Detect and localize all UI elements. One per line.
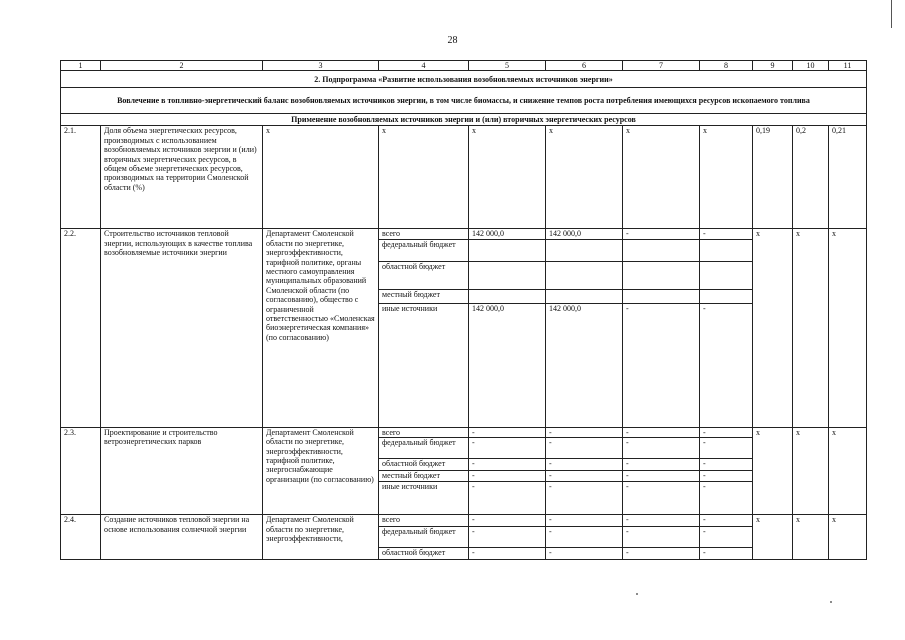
row-number: 2.4. [61,515,101,560]
row-executor: Департамент Смоленской области по энергетике, энергоэффективности, тарифной политике, энергоснабжающие организации (по согласованию) [263,427,379,514]
value-col-8: - [700,459,753,471]
column-number: 3 [263,61,379,71]
value-col-8: x [700,126,753,229]
value-col-8 [700,289,753,303]
value-col-7 [623,261,700,289]
value-col-10: x [793,515,829,560]
value-col-7: - [623,482,700,515]
source-label: всего [379,515,469,527]
value-col-5: - [469,459,546,471]
row-executor: x [263,126,379,229]
section-title-row [61,71,867,88]
value-col-6: x [546,126,623,229]
source-label: федеральный бюджет [379,438,469,459]
value-col-6 [546,289,623,303]
value-col-8 [700,239,753,261]
value-col-6 [546,261,623,289]
value-col-7: - [623,548,700,560]
value-col-7 [623,289,700,303]
value-col-5: x [469,126,546,229]
value-col-8: - [700,482,753,515]
column-number: 6 [546,61,623,71]
value-col-8: - [700,303,753,427]
value-col-8 [700,261,753,289]
value-col-11: 0,21 [829,126,867,229]
value-col-7: x [623,126,700,229]
source-label: иные источники [379,303,469,427]
value-col-5: - [469,548,546,560]
value-col-7: - [623,438,700,459]
source-label: всего [379,229,469,239]
value-col-11: x [829,229,867,427]
section-title: 2. Подпрограмма «Развитие использования возобновляемых источников энергии» [61,71,867,88]
value-col-7: - [623,229,700,239]
column-number: 9 [753,61,793,71]
value-col-10: x [793,427,829,514]
column-number-row [61,61,867,71]
value-col-8: - [700,229,753,239]
value-col-8: - [700,438,753,459]
column-number: 7 [623,61,700,71]
value-col-5: - [469,527,546,548]
value-col-5: - [469,482,546,515]
value-col-5: - [469,438,546,459]
value-col-6: - [546,427,623,437]
value-col-7: - [623,527,700,548]
value-col-5 [469,261,546,289]
row-name: Проектирование и строительство ветроэнергетических парков [101,427,263,514]
task-title: Применение возобновляемых источников энергии и (или) вторичных энергетических ресурсов [61,114,867,126]
value-col-6: - [546,471,623,482]
value-col-6: - [546,459,623,471]
source-label: федеральный бюджет [379,527,469,548]
row-executor: Департамент Смоленской области по энергетике, энергоэффективности, [263,515,379,560]
value-col-8: - [700,548,753,560]
value-col-5: - [469,515,546,527]
column-number: 11 [829,61,867,71]
program-table [60,60,867,560]
value-col-8: - [700,471,753,482]
column-number: 10 [793,61,829,71]
value-col-7 [623,239,700,261]
value-col-7: - [623,303,700,427]
value-col-6: - [546,482,623,515]
row-name: Создание источников тепловой энергии на основе использования солнечной энергии [101,515,263,560]
table-row [61,229,867,239]
table-row [61,515,867,527]
value-col-8: - [700,427,753,437]
value-col-10: 0,2 [793,126,829,229]
row-number: 2.3. [61,427,101,514]
value-col-11: x [829,427,867,514]
column-number: 8 [700,61,753,71]
scan-speck [636,593,638,595]
value-col-9: x [753,515,793,560]
value-col-6: 142 000,0 [546,303,623,427]
row-executor: Департамент Смоленской области по энергетике, энергоэффективности, тарифной политике, органы местного самоуправления муниципальных образований Смоленской области (по согласованию), общество с ограниченной ответственностью «Смоленская биоэнергетическая компания» (по согласованию) [263,229,379,427]
value-col-7: - [623,459,700,471]
value-col-5: 142 000,0 [469,303,546,427]
value-col-5: 142 000,0 [469,229,546,239]
source-label: всего [379,427,469,437]
row-number: 2.1. [61,126,101,229]
scan-margin-line [891,0,892,28]
source-label: местный бюджет [379,289,469,303]
value-col-5 [469,289,546,303]
source-label: иные источники [379,482,469,515]
row-name: Доля объема энергетических ресурсов, производимых с использованием возобновляемых источников энергии и (или) вторичных энергетических ресурсов, в общем объеме энергетических ресурсов, производимых на территории Смоленской области (%) [101,126,263,229]
row-source: x [379,126,469,229]
value-col-11: x [829,515,867,560]
goal-title-row [61,88,867,114]
task-title-row [61,114,867,126]
column-number: 5 [469,61,546,71]
value-col-8: - [700,527,753,548]
scan-speck [830,601,832,603]
source-label: областной бюджет [379,548,469,560]
page-number: 28 [447,35,458,46]
value-col-6: - [546,438,623,459]
column-number: 2 [101,61,263,71]
source-label: федеральный бюджет [379,239,469,261]
value-col-7: - [623,515,700,527]
value-col-6: 142 000,0 [546,229,623,239]
value-col-9: 0,19 [753,126,793,229]
value-col-9: x [753,427,793,514]
table-row [61,427,867,437]
value-col-6: - [546,548,623,560]
value-col-6 [546,239,623,261]
value-col-5: - [469,427,546,437]
value-col-5: - [469,471,546,482]
value-col-6: - [546,527,623,548]
value-col-5 [469,239,546,261]
source-label: областной бюджет [379,459,469,471]
goal-title: Вовлечение в топливно-энергетический баланс возобновляемых источников энергии, в том числе биомассы, и снижение темпов роста потребления имеющихся ресурсов ископаемого топлива [61,88,867,114]
value-col-7: - [623,471,700,482]
value-col-8: - [700,515,753,527]
row-name: Строительство источников тепловой энергии, использующих в качестве топлива возобновляемые источники энергии [101,229,263,427]
column-number: 4 [379,61,469,71]
source-label: местный бюджет [379,471,469,482]
value-col-6: - [546,515,623,527]
column-number: 1 [61,61,101,71]
table-row [61,126,867,229]
value-col-10: x [793,229,829,427]
value-col-7: - [623,427,700,437]
row-number: 2.2. [61,229,101,427]
source-label: областной бюджет [379,261,469,289]
value-col-9: x [753,229,793,427]
